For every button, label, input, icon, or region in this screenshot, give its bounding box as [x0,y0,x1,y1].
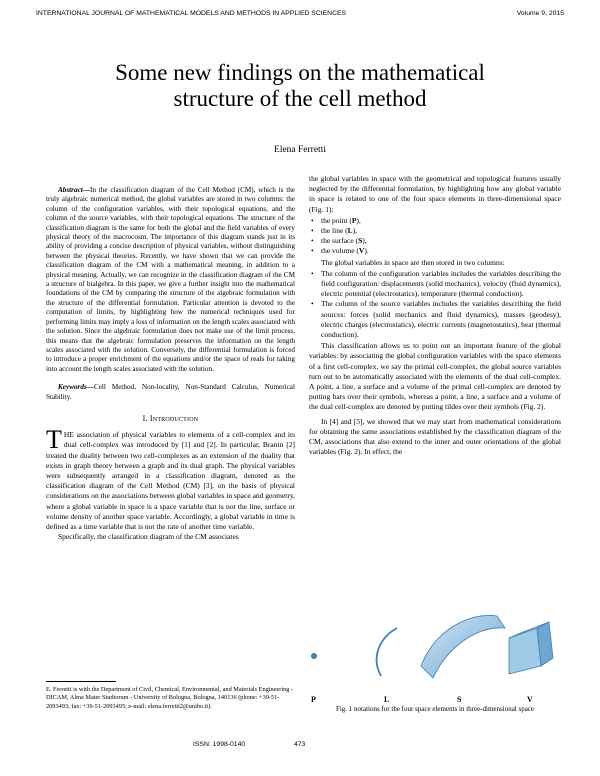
keywords [46,383,295,402]
keywords-text: Cell Method, Non-locality, Non-Standard Calculus, Numerical Stability. [46,383,295,401]
surface-element [421,615,505,678]
abstract-label: Abstract [58,186,83,194]
space-elements-figure [309,588,561,688]
abstract-dash: — [82,186,90,194]
issn: ISSN: 1998-0140 [193,741,246,748]
list-item: • the volume (V). [321,246,561,256]
right-column [309,174,561,457]
intro-paragraph-1-text: HE association of physical variables to elements of a cell-complex and its dual cell-complex was introduced by [1] and [2]. In particular, Branin [2] treated the duality between two cell-complexes as an extension of the duality that exists in graph theory between a graph and its dual graph. The physical variables were subsequently arranged in a classification diagram, denoted as the classification diagram of the Cell Method (CM) [3], on the basis of physical considerations on the associations between global variables in space and geometry, where a global variable in space is a space variable that is not the line, surface or volume density of another space variable. Accordingly, a global variable in time is defined as a time variable that is not the rate of another time variable. [46,430,295,531]
intro-paragraph-1 [46,425,295,532]
list-item: • the surface (S), [321,236,561,246]
label-s: S [457,695,462,704]
intro-paragraph-2: Specifically, the classification diagram of the CM associates [58,532,239,542]
abstract-text: In the classification diagram of the Cell Method (CM), which is the truly algebraic numerical method, the global variables are stored in two columns: the column of the configuration variables, with their topological equations, and the column of the source variables, with their topological equations. The structure of the classification diagram is the same for both the global and the field variables of every physical theory of the macrocosm. The importance of this diagram stands just in its ability of providing a concise description of physical variables, without distinguishing between the physical theories. Recently, we have shown that we can provide the classification diagram of the CM with a mathematical meaning, in addition to a physical meaning. Actually, we can recognize in the classification diagram of the CM a structure of bialgebra. In this paper, we give a further insight into the mathematical foundations of the CM by comparing the structure of the algebraic formulation with the structure of the differential formulation. Particular attention is devoted to the computation of limits, by highlighting how the numerical techniques used for performing limits may imply a loss of information on the length scales associated with the solution. Since the algebraic formulation does not make use of the limit process, this means that the algebraic formulation preserves the information on the length scales associated with the solution. Conversely, the differential formulation is forced to introduce a proper enrichment of the equations and/or the space of reals for taking into account the length scales associated with the solution. [46,186,295,373]
label-p: P [311,695,316,704]
author-name: Elena Ferretti [274,145,326,155]
paper-title [0,60,600,112]
section-heading-introduction: I. Introduction [142,413,199,423]
author-footnote: E. Ferretti is with the Department of Civil, Chemical, Environmental, and Materials Engineering - DICAM, Alma Mater Studiorum - University of Bologna, Bologna, 140136 (phone: +39-51-2093493; fax: +39-51-2093495; e-mail: elena.ferretti2@unibo.it). [46,686,294,710]
figure-caption: Fig. 1 notations for the four space elements in three-dimensional space [335,705,535,713]
right-paragraph-1: the global variables in space with the geometrical and topological features usually neglected by the differential formulation, by highlighting how any global variable in space is related to one of the four space elements in three-dimensional space (Fig. 1): [309,174,561,214]
label-v: V [527,695,533,704]
keywords-label: Keywords [58,383,87,392]
right-paragraph-4: In [4] and [5], we showed that we may start from mathematical considerations for obtaining the same associations established by the classification diagram of the CM, associations that also extend to the inner and outer orientations of the global variables (Fig. 2). In effect, the [309,416,561,457]
drop-cap: T [46,425,62,455]
keywords-dash: — [86,383,94,392]
title-line-2: structure of the cell method [173,86,427,111]
space-elements-list [309,216,561,257]
journal-name: INTERNATIONAL JOURNAL OF MATHEMATICAL MODELS AND METHODS IN APPLIED SCIENCES [36,10,347,17]
title-line-1: Some new findings on the mathematical [115,60,485,85]
list-item: • The column of the source variables includes the variables describing the field sources: forces (solid mechanics and fluid dynamics), masses (geodesy), electric charges (electrostatics), electric currents (magnetostatics), heat (thermal conduction). [321,299,561,340]
columns-list [309,269,561,340]
right-paragraph-3: This classification allows us to point out an important feature of the global variables: by associating the global configuration variables with the space elements of a first cell-complex, we say the primal cell-complex, the global source variables turn out to be automatically associated with the elements of the dual cell-complex. A point, a line, a surface and a volume of the primal cell-complex are denoted by putting bars over their symbols, whereas a point, a line, a surface and a volume of the dual cell-complex are denoted by putting tildes over their symbols (Fig. 2). [309,341,561,412]
left-column [46,186,295,542]
label-l: L [384,695,390,704]
list-item: • the line (L), [321,226,561,236]
list-item: • the point (P), [321,216,561,226]
right-paragraph-2: The global variables in space are then stored in two columns: [321,257,505,267]
footnote-separator [46,681,116,682]
list-item: • The column of the configuration variables includes the variables describing the field configuration: displacements (solid mechanics), velocity (fluid dynamics), electric potential (electrostatics), temperature (thermal conduction). [321,269,561,300]
page-number: 473 [294,741,306,748]
abstract [46,186,295,374]
line-element [377,628,397,676]
volume-element [509,628,541,674]
point-element [311,653,317,659]
volume-info: Volume 9, 2015 [516,10,564,17]
running-header [36,10,564,17]
